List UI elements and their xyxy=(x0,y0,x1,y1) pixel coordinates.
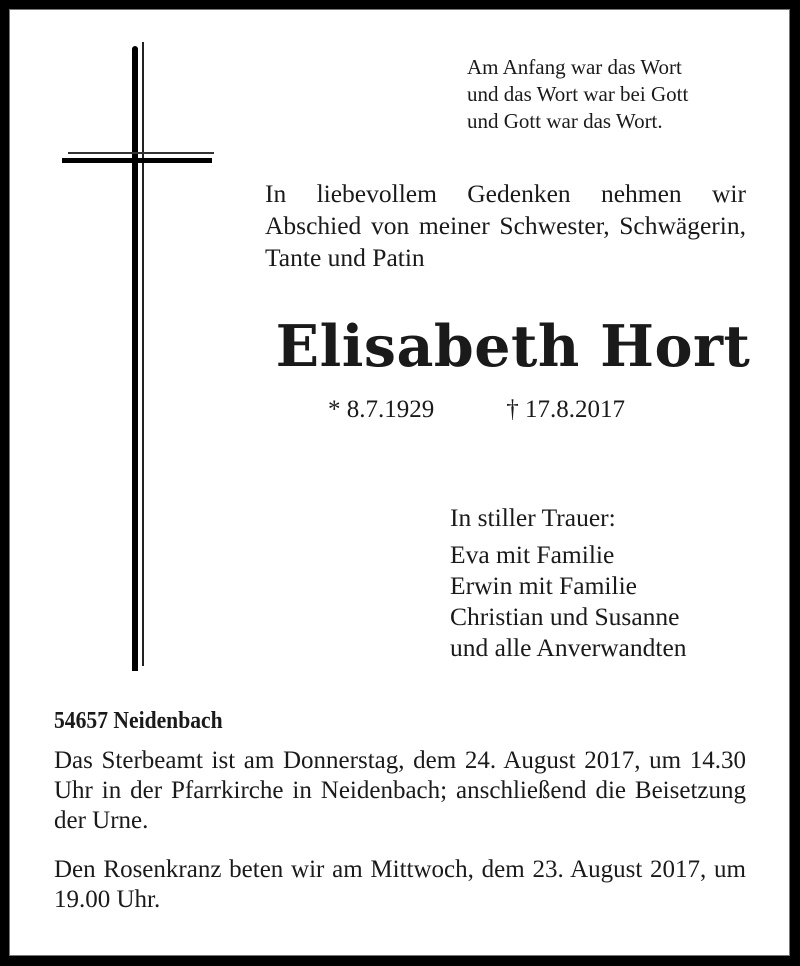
requiem-info: Das Sterbeamt ist am Donnerstag, dem 24. August 2017, um 14.30 Uhr in der Pfarrkirche in Neidenbach; anschließend die Beisetzung der Urne. xyxy=(54,747,746,834)
verse-line: Am Anfang war das Wort xyxy=(467,55,682,79)
obituary-notice xyxy=(9,9,790,956)
birth-date: * 8.7.1929 xyxy=(328,396,435,423)
cross-horizontal-line xyxy=(68,152,214,154)
mourner-item: Erwin mit Familie xyxy=(450,571,637,600)
mourner-item: und alle Anverwandten xyxy=(450,633,687,662)
death-date: † 17.8.2017 xyxy=(506,396,625,423)
bible-verse xyxy=(467,54,688,135)
location: 54657 Neidenbach xyxy=(54,708,223,734)
mourning-title: In stiller Trauer: xyxy=(450,503,616,532)
intro-text: In liebevollem Gedenken nehmen wir Abschied von meiner Schwester, Schwägerin, Tante und Patin xyxy=(265,179,746,272)
verse-line: und das Wort war bei Gott xyxy=(467,82,689,106)
deceased-name: Elisabeth Hort xyxy=(275,313,751,380)
life-dates xyxy=(328,394,625,426)
mourner-item: Eva mit Familie xyxy=(450,540,615,569)
verse-line: und Gott war das Wort. xyxy=(467,109,663,133)
mourner-item: Christian und Susanne xyxy=(450,602,680,631)
cross-horizontal-beam xyxy=(62,158,212,163)
mourners-list xyxy=(450,539,687,663)
rosary-info: Den Rosenkranz beten wir am Mittwoch, dem 23. August 2017, um 19.00 Uhr. xyxy=(54,856,746,913)
